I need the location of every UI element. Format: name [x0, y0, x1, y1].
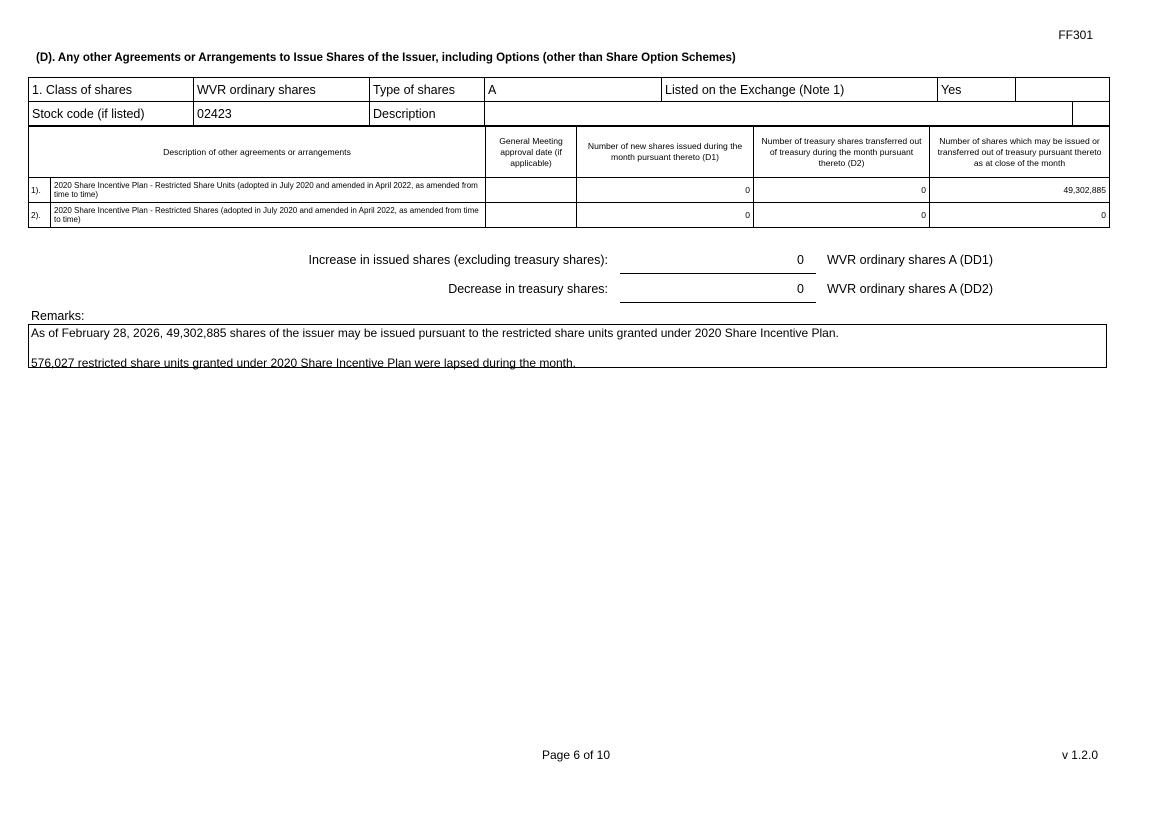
- page-number: Page 6 of 10: [541, 748, 611, 762]
- row-remaining: 49,302,885: [930, 178, 1110, 203]
- listed-extra-cell: [1016, 78, 1110, 102]
- agreements-table: [28, 126, 1110, 228]
- row-number: 1).: [29, 178, 51, 203]
- header-d1: Number of new shares issued during the month pursuant thereto (D1): [577, 127, 754, 178]
- decrease-underline: [620, 301, 816, 303]
- stock-code-value: 02423: [194, 102, 370, 126]
- row-description: 2020 Share Incentive Plan - Restricted Share Units (adopted in July 2020 and amended in April 2022, as amended from time to time): [51, 178, 486, 203]
- row-description: 2020 Share Incentive Plan - Restricted Shares (adopted in July 2020 and amended in April 2022, as amended from time to time): [51, 203, 486, 228]
- remark-line: 576,027 restricted share units granted under 2020 Share Incentive Plan were lapsed during the month.: [31, 356, 577, 370]
- increase-label: Increase in issued shares (excluding treasury shares):: [308, 253, 608, 267]
- row-d1: 0: [577, 203, 754, 228]
- table-row: [29, 203, 1110, 228]
- header-gm-date: General Meeting approval date (if applicable): [486, 127, 577, 178]
- increase-underline: [620, 272, 816, 274]
- row-d2: 0: [754, 178, 930, 203]
- increase-value: 0: [797, 253, 804, 267]
- description-extra-cell: [1073, 102, 1110, 126]
- remarks-box: [28, 324, 1107, 368]
- header-remaining: Number of shares which may be issued or transferred out of treasury pursuant thereto as at close of the month: [930, 127, 1110, 178]
- remark-line: As of February 28, 2026, 49,302,885 shares of the issuer may be issued pursuant to the restricted share units granted under 2020 Share Incentive Plan.: [31, 326, 839, 340]
- class-of-shares-value: WVR ordinary shares: [194, 78, 370, 102]
- decrease-label: Decrease in treasury shares:: [448, 282, 608, 296]
- header-d2: Number of treasury shares transferred out of treasury during the month pursuant thereto (D2): [754, 127, 930, 178]
- listed-value: Yes: [938, 78, 1016, 102]
- row-gm-date: [486, 178, 577, 203]
- type-of-shares-label: Type of shares: [370, 78, 485, 102]
- section-title: (D). Any other Agreements or Arrangements to Issue Shares of the Issuer, including Options (other than Share Option Schemes): [36, 52, 736, 64]
- header-description: Description of other agreements or arrangements: [29, 127, 486, 178]
- listed-label: Listed on the Exchange (Note 1): [662, 78, 938, 102]
- decrease-value: 0: [797, 282, 804, 296]
- increase-unit: WVR ordinary shares A (DD1): [827, 253, 994, 267]
- share-class-table: [28, 77, 1110, 126]
- version-label: v 1.2.0: [1061, 748, 1098, 762]
- description-label: Description: [370, 102, 485, 126]
- row-number: 2).: [29, 203, 51, 228]
- row-d2: 0: [754, 203, 930, 228]
- row-gm-date: [486, 203, 577, 228]
- class-of-shares-label: 1. Class of shares: [29, 78, 194, 102]
- row-remaining: 0: [930, 203, 1110, 228]
- description-value: [485, 102, 1073, 126]
- table-row: [29, 178, 1110, 203]
- decrease-unit: WVR ordinary shares A (DD2): [827, 282, 994, 296]
- remarks-label: Remarks:: [31, 309, 85, 323]
- table-header-row: [29, 127, 1110, 178]
- stock-code-label: Stock code (if listed): [29, 102, 194, 126]
- type-of-shares-value: A: [485, 78, 662, 102]
- form-code: FF301: [1058, 28, 1093, 42]
- row-d1: 0: [577, 178, 754, 203]
